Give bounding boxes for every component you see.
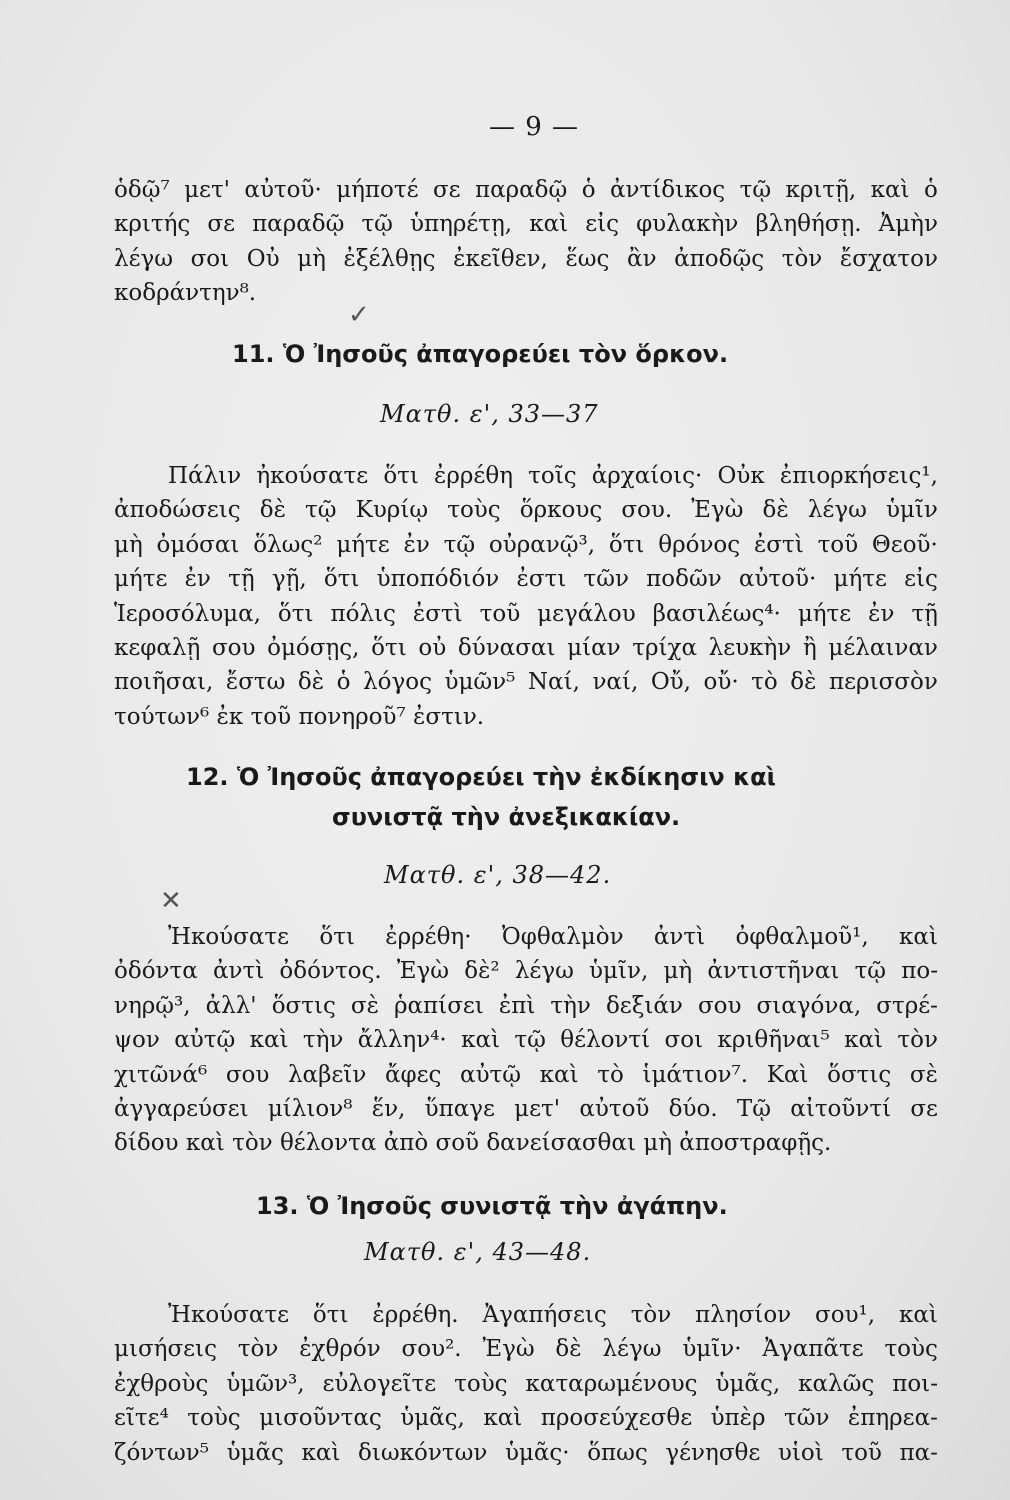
- text-line: ἐχθροὺς ὑμῶν³, εὐλογεῖτε τοὺς καταρωμένους ὑμᾶς, καλῶς ποι-: [114, 1370, 938, 1397]
- text-line: ἀγγαρεύσει μίλιον⁸ ἕν, ὕπαγε μετ' αὐτοῦ δύο. Τῷ αἰτοῦντί σε: [114, 1095, 938, 1122]
- text-line: ζόντων⁵ ὑμᾶς καὶ διωκόντων ὑμᾶς· ὅπως γένησθε υἱοὶ τοῦ πα-: [114, 1439, 938, 1466]
- text-line: κριτής σε παραδῷ τῷ ὑπηρέτῃ, καὶ εἰς φυλακὴν βληθήσῃ. Ἀμὴν: [114, 211, 938, 238]
- section-12-heading-line2: συνιστᾷ τὴν ἀνεξικακίαν.: [332, 803, 681, 831]
- text-line: νηρῷ³, ἀλλ' ὅστις σὲ ῥαπίσει ἐπὶ τὴν δεξιάν σου σιαγόνα, στρέ-: [114, 992, 938, 1019]
- section-12-heading: 12. Ὁ Ἰησοῦς ἀπαγορεύει τὴν ἐκδίκησιν καὶ: [186, 763, 777, 791]
- text-line: Ἠκούσατε ὅτι ἐρρέθη· Ὀφθαλμὸν ἀντὶ ὀφθαλμοῦ¹, καὶ: [168, 924, 938, 950]
- text-line: Ἠκούσατε ὅτι ἐρρέθη. Ἀγαπήσεις τὸν πλησίον σου¹, καὶ: [168, 1302, 938, 1328]
- margin-mark: ✕: [160, 886, 182, 916]
- section-12-reference: Ματθ. ε', 38—42.: [384, 861, 612, 889]
- text-line: κεφαλῇ σου ὀμόσῃς, ὅτι οὐ δύνασαι μίαν τρίχα λευκὴν ἢ μέλαιναν: [114, 634, 938, 661]
- text-line: δίδου καὶ τὸν θέλοντα ἀπὸ σοῦ δανείσασθαι μὴ ἀποστραφῇς.: [114, 1130, 832, 1157]
- text-line: ποιῆσαι, ἔστω δὲ ὁ λόγος ὑμῶν⁵ Ναί, ναί, Οὔ, οὔ· τὸ δὲ περισσὸν: [114, 669, 938, 696]
- text-line: λέγω σοι Οὐ μὴ ἐξέλθῃς ἐκεῖθεν, ἕως ἂν ἀποδῷς τὸν ἔσχατον: [114, 245, 938, 272]
- text-line: τούτων⁶ ἐκ τοῦ πονηροῦ⁷ ἐστιν.: [114, 703, 485, 730]
- section-11-heading: 11. Ὁ Ἰησοῦς ἀπαγορεύει τὸν ὅρκον.: [232, 340, 729, 368]
- text-line: Ἱεροσόλυμα, ὅτι πόλις ἐστὶ τοῦ μεγάλου βασιλέως⁴· μήτε ἐν τῇ: [114, 600, 938, 627]
- section-11-paragraph: [114, 459, 938, 734]
- section-13-paragraph: [114, 1298, 938, 1470]
- intro-paragraph: [114, 173, 938, 311]
- check-mark: ✓: [348, 300, 370, 330]
- text-line: χιτῶνά⁶ σου λαβεῖν ἄφες αὐτῷ καὶ τὸ ἱμάτιον⁷. Καὶ ὅστις σὲ: [114, 1061, 938, 1088]
- text-line: ὀδόντα ἀντὶ ὀδόντος. Ἐγὼ δὲ² λέγω ὑμῖν, μὴ ἀντιστῆναι τῷ πο-: [114, 958, 938, 985]
- section-13-heading: 13. Ὁ Ἰησοῦς συνιστᾷ τὴν ἀγάπην.: [256, 1192, 728, 1220]
- section-11-reference: Ματθ. ε', 33—37: [380, 400, 599, 428]
- text-line: εῖτε⁴ τοὺς μισοῦντας ὑμᾶς, καὶ προσεύχεσθε ὑπὲρ τῶν ἐπηρεα-: [114, 1405, 938, 1432]
- text-line: μήτε ἐν τῇ γῇ, ὅτι ὑποπόδιόν ἐστι τῶν ποδῶν αὐτοῦ· μήτε εἰς: [114, 566, 938, 593]
- page-number: — 9 —: [488, 112, 580, 142]
- text-line: κοδράντην⁸.: [114, 280, 257, 307]
- text-line: ἀποδώσεις δὲ τῷ Κυρίῳ τοὺς ὅρκους σου. Ἐγὼ δὲ λέγω ὑμῖν: [114, 497, 938, 524]
- section-12-paragraph: [114, 920, 938, 1161]
- text-line: ὁδῷ⁷ μετ' αὐτοῦ· μήποτέ σε παραδῷ ὁ ἀντίδικος τῷ κριτῇ, καὶ ὁ: [114, 177, 938, 203]
- text-line: Πάλιν ἠκούσατε ὅτι ἐρρέθη τοῖς ἀρχαίοις· Οὐκ ἐπιορκήσεις¹,: [168, 463, 938, 489]
- section-13-reference: Ματθ. ε', 43—48.: [364, 1238, 592, 1266]
- text-line: μὴ ὀμόσαι ὅλως² μήτε ἐν τῷ οὐρανῷ³, ὅτι θρόνος ἐστὶ τοῦ Θεοῦ·: [114, 531, 938, 558]
- text-line: μισήσεις τὸν ἐχθρόν σου². Ἐγὼ δὲ λέγω ὑμῖν· Ἀγαπᾶτε τοὺς: [114, 1336, 938, 1363]
- text-line: ψον αὐτῷ καὶ τὴν ἄλλην⁴· καὶ τῷ θέλοντί σοι κριθῆναι⁵ καὶ τὸν: [114, 1027, 938, 1054]
